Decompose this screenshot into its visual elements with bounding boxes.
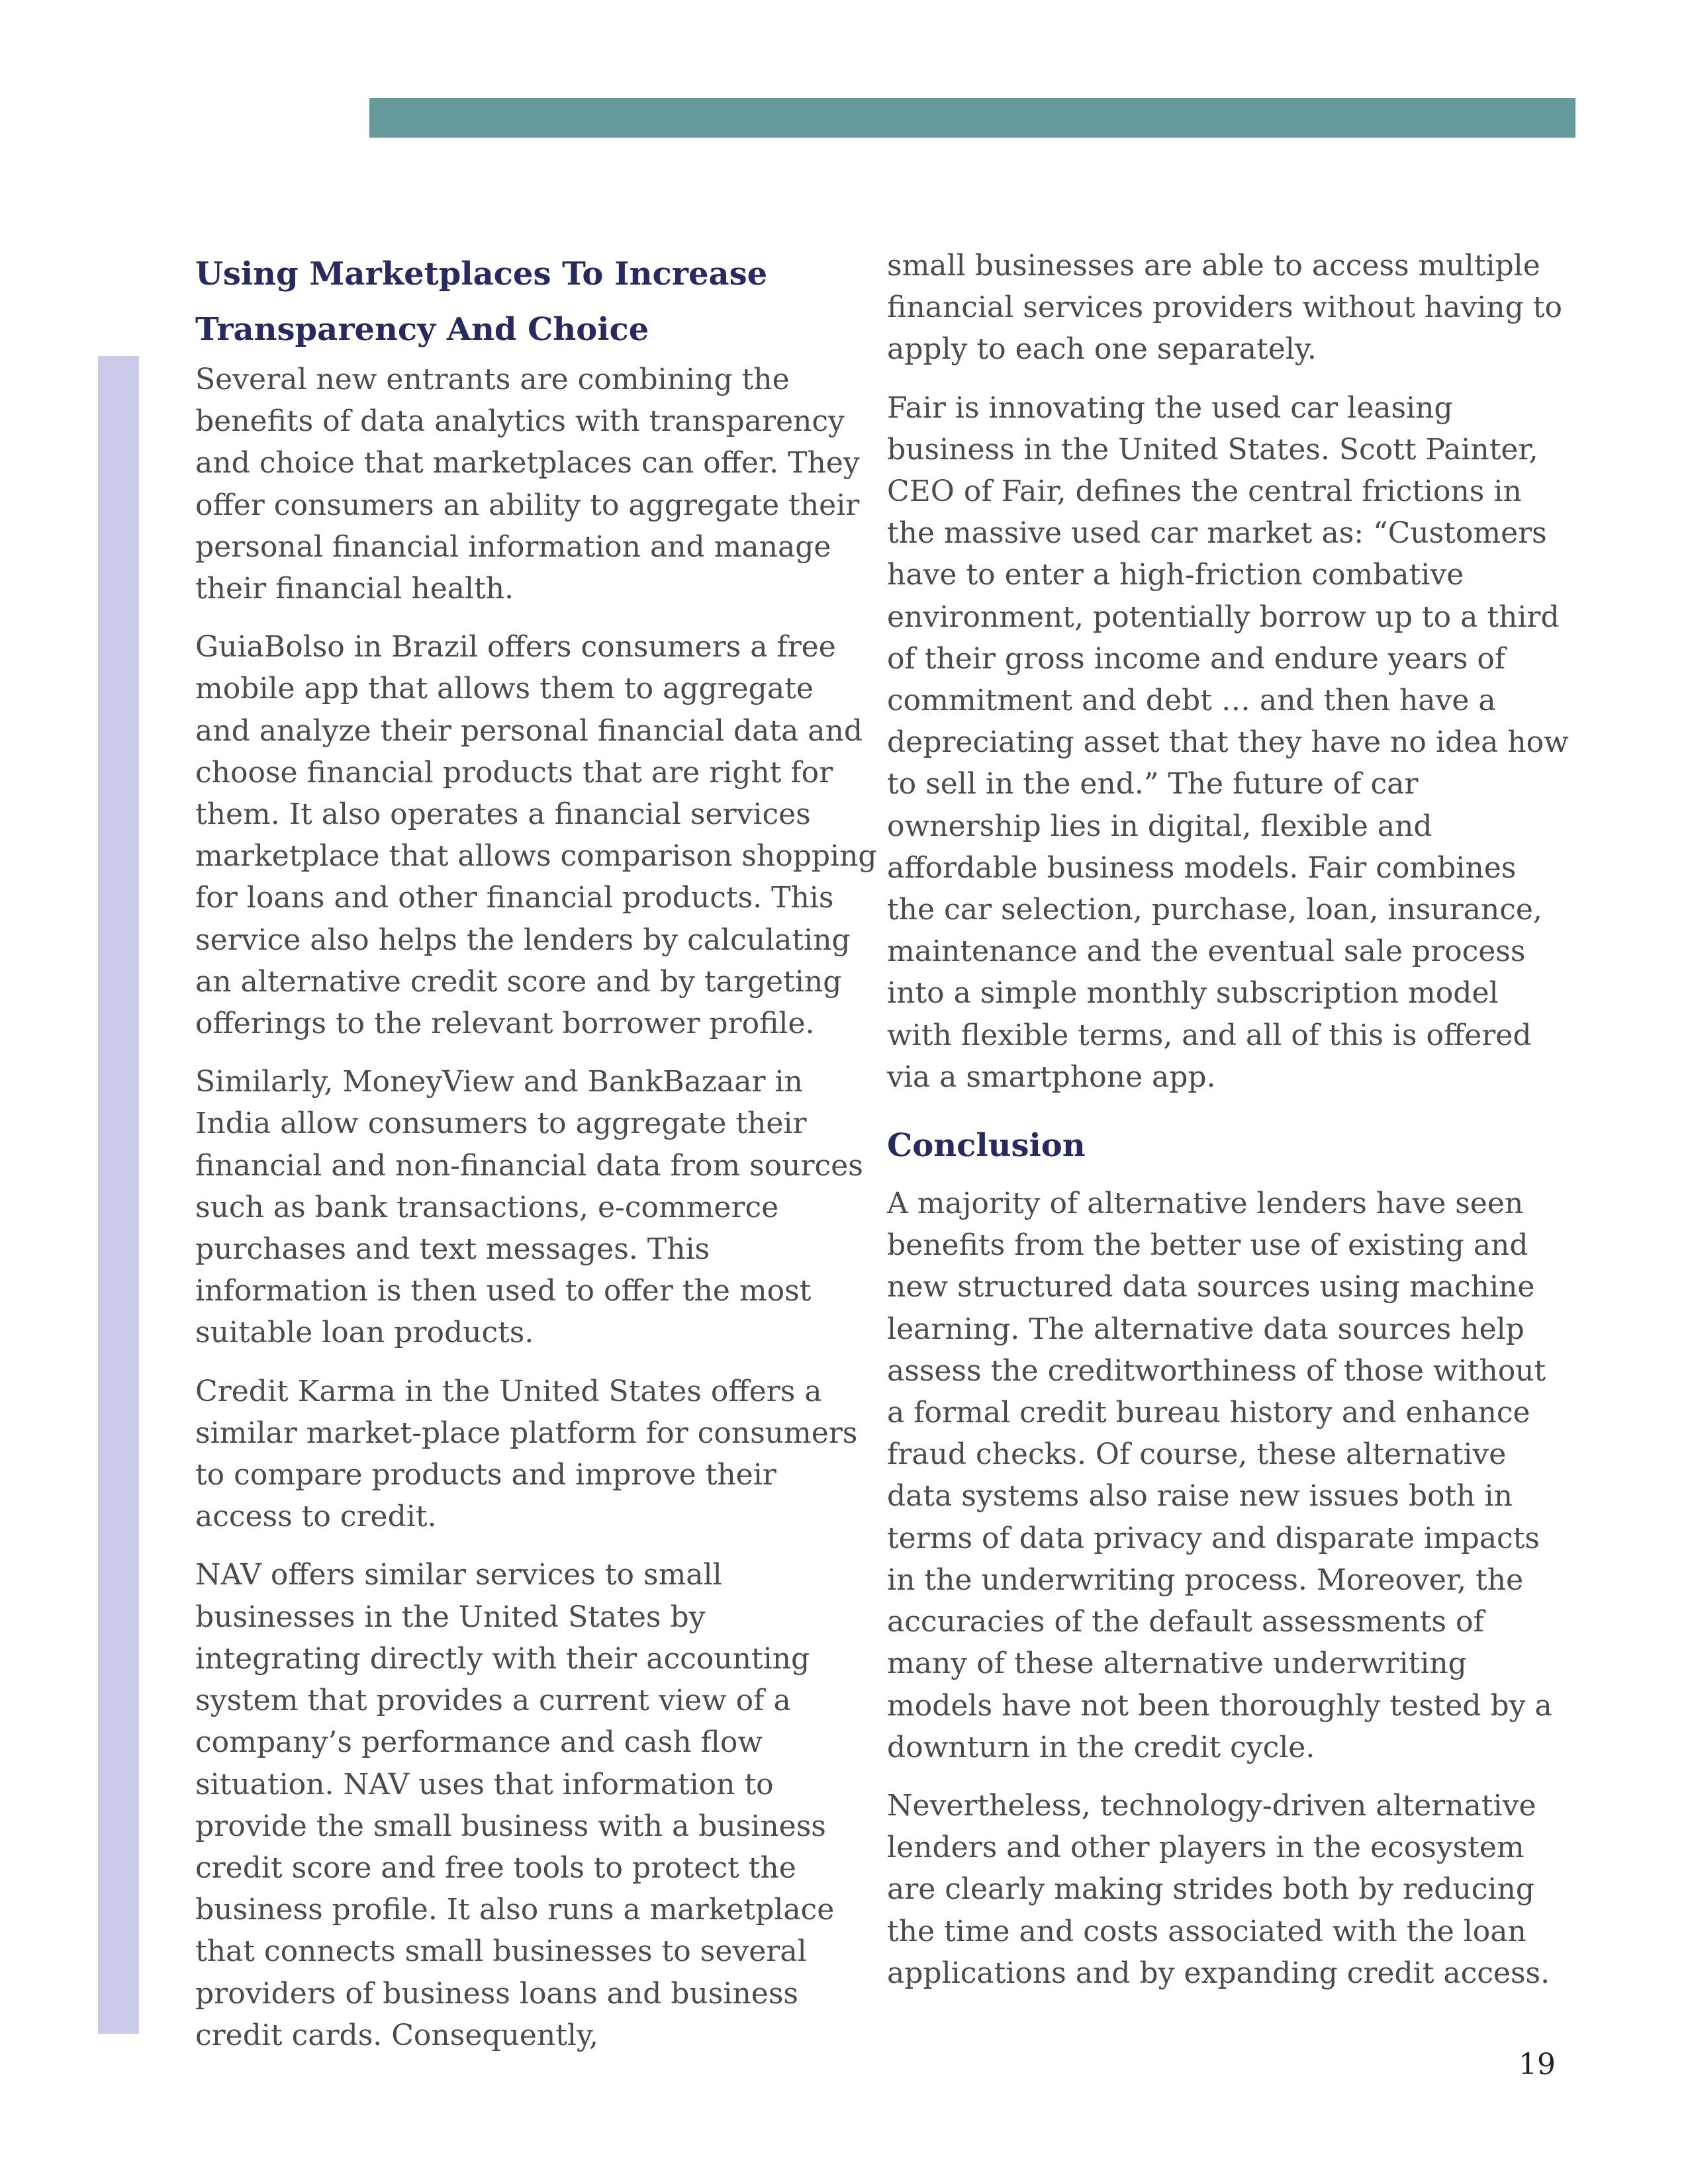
paragraph: A majority of alternative lenders have seen benefits from the better use of existing and new structured data sources using machine learning. The alternative data sources help assess the creditworthiness of those without a formal credit bureau history and enhance fraud checks. Of course, these alternative data systems also raise new issues both in terms of data privacy and disparate impacts in the underwriting process. Moreover, the accuracies of the default assessments of many of these alternative underwriting models have not been thoroughly tested by a downturn in the credit cycle. [887, 1187, 1552, 1764]
header-accent-bar [369, 98, 1575, 138]
paragraph: Several new entrants are combining the benefits of data analytics with transparency and choice that marketplaces can offer. They offer consumers an ability to aggregate their personal financial information and manage their financial health. [195, 363, 860, 606]
section-heading-marketplaces: Using Marketplaces To Increase Transparency And Choice [195, 255, 768, 348]
paragraph: GuiaBolso in Brazil offers consumers a free mobile app that allows them to aggregate and analyze their personal financial data and choose financial products that are right for them. It also operates a financial services marketplace that allows comparison shopping for loans and other financial products. This service also helps the lenders by calculating an alternative credit score and by targeting offerings to the relevant borrower profile. [195, 630, 877, 1041]
paragraph: Nevertheless, technology-driven alternative lenders and other players in the ecosystem are clearly making strides both by reducing the time and costs associated with the loan applications and by expanding credit access. [887, 1788, 1550, 1990]
left-column [195, 246, 877, 2073]
right-column [887, 245, 1569, 2011]
sidebar-accent-bar [98, 356, 139, 2034]
paragraph: Credit Karma in the United States offers a similar market-place platform for consumers to compare products and improve their access to credit. [195, 1374, 858, 1534]
section-heading-conclusion: Conclusion [887, 1127, 1086, 1165]
paragraph: NAV offers similar services to small businesses in the United States by integrating directly with their accounting system that provides a current view of a company’s performance and cash flow situation. NAV uses that information to provide the small business with a business credit score and free tools to protect the business profile. It also runs a marketplace that connects small businesses to several providers of business loans and business credit cards. Consequently, [195, 1558, 835, 2052]
page-number: 19 [1519, 2048, 1556, 2081]
paragraph: Similarly, MoneyView and BankBazaar in India allow consumers to aggregate their financial and non-financial data from sources such as bank transactions, e-commerce purchases and text messages. This information is then used to offer the most suitable loan products. [195, 1065, 863, 1350]
paragraph: small businesses are able to access multiple financial services providers without having to apply to each one separately. [887, 249, 1562, 367]
paragraph: Fair is innovating the used car leasing business in the United States. Scott Painter, CEO of Fair, defines the central frictions in the massive used car market as: “Customers have to enter a high-friction combative environment, potentially borrow up to a third of their gross income and endure years of commitment and debt … and then have a depreciating asset that they have no idea how to sell in the end.” The future of car ownership lies in digital, flexible and affordable business models. Fair combines the car selection, purchase, loan, insurance, maintenance and the eventual sale process into a simple monthly subscription model with flexible terms, and all of this is offered via a smartphone app. [887, 390, 1569, 1094]
